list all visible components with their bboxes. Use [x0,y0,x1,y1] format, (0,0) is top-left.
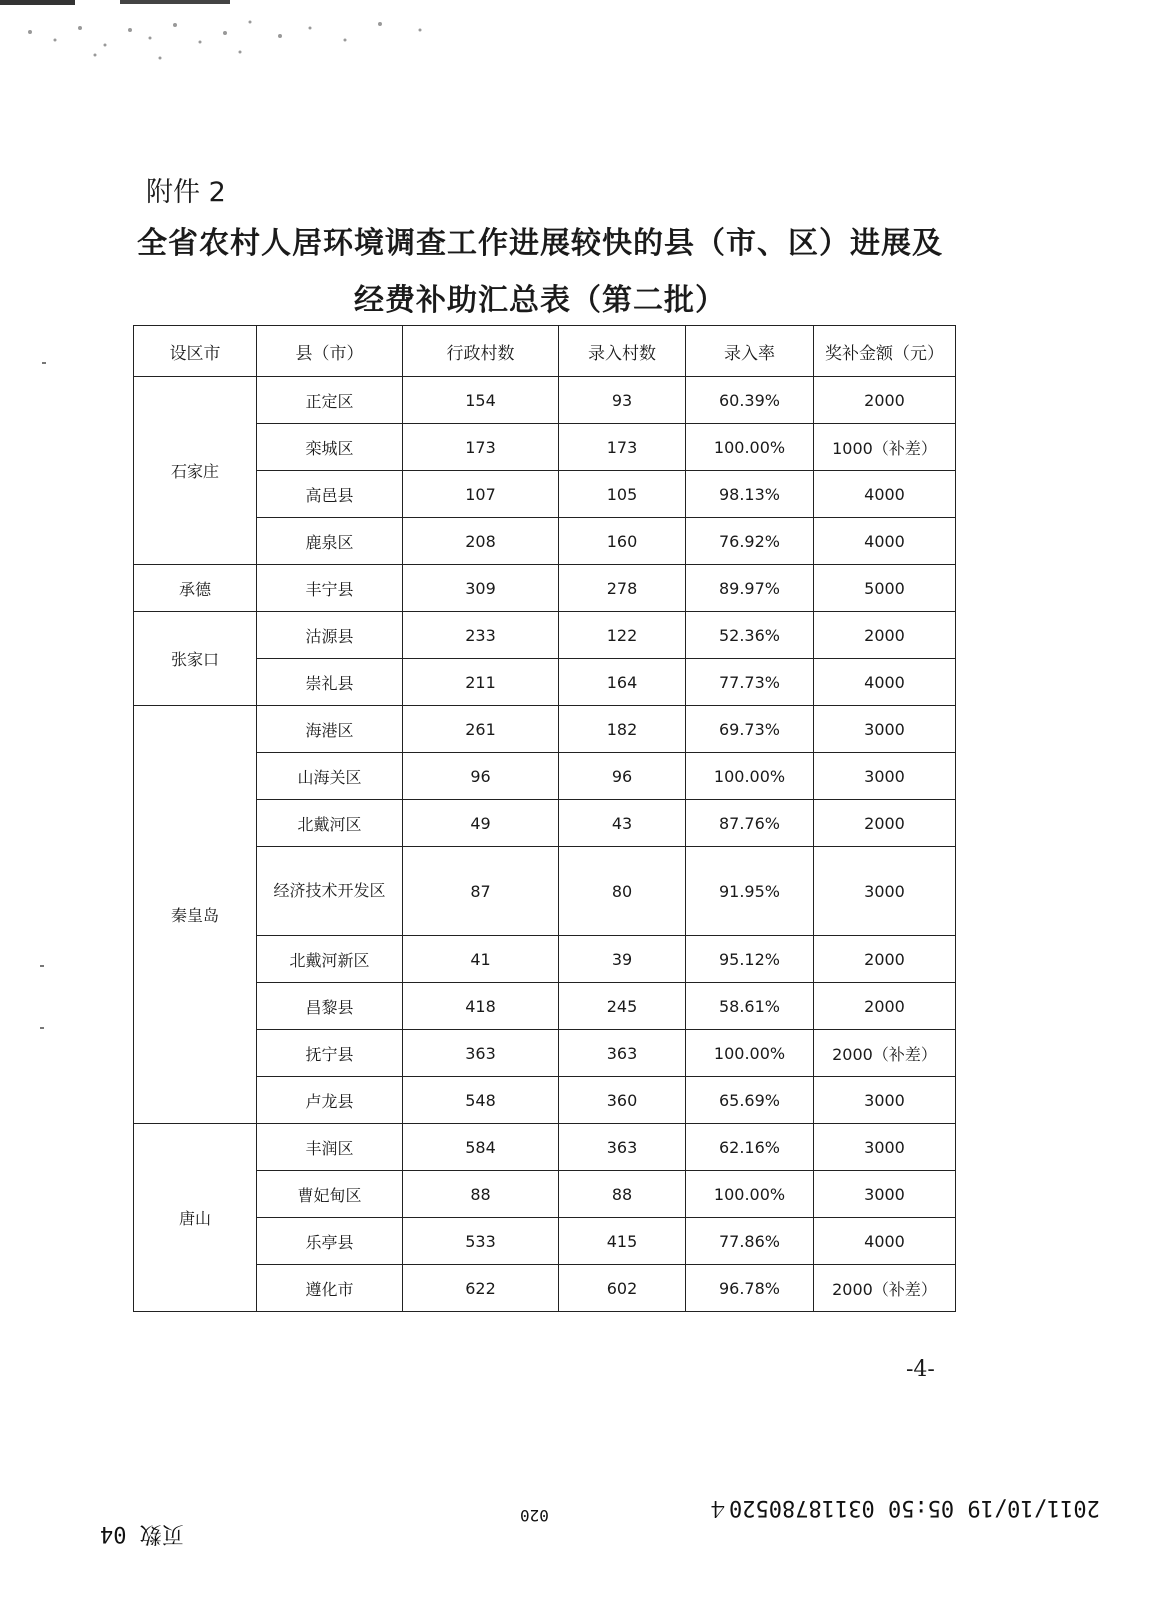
table-row [134,1218,956,1265]
county-cell: 北戴河区 [257,800,403,847]
city-cell: 唐山 [134,1124,257,1312]
table-row [134,659,956,706]
entry-rate-cell: 95.12% [686,936,814,983]
entry-rate-cell: 96.78% [686,1265,814,1312]
subsidy-cell: 2000 [814,377,956,424]
county-cell: 乐亭县 [257,1218,403,1265]
scan-noise-top [0,0,460,70]
attachment-label: 附件 2 [146,177,226,208]
city-cell: 石家庄 [134,377,257,565]
village-count-cell: 363 [403,1030,559,1077]
subsidy-cell: 2000 [814,936,956,983]
village-count-cell: 533 [403,1218,559,1265]
county-cell: 卢龙县 [257,1077,403,1124]
summary-table [133,325,956,1312]
village-count-cell: 548 [403,1077,559,1124]
entry-rate-cell: 100.00% [686,1171,814,1218]
entry-rate-cell: 76.92% [686,518,814,565]
village-count-cell: 88 [403,1171,559,1218]
county-cell: 海港区 [257,706,403,753]
county-cell: 高邑县 [257,471,403,518]
fax-header-page: 页数 04 [100,1521,184,1546]
county-cell: 昌黎县 [257,983,403,1030]
entry-rate-cell: 58.61% [686,983,814,1030]
entry-rate-cell: 77.86% [686,1218,814,1265]
document-title-line-2: 经费补助汇总表（第二批） [354,283,726,318]
village-count-cell: 261 [403,706,559,753]
entered-count-cell: 363 [559,1124,686,1171]
village-count-cell: 41 [403,936,559,983]
header-row [134,326,956,377]
table-row [134,800,956,847]
entry-rate-cell: 100.00% [686,753,814,800]
entered-count-cell: 80 [559,847,686,936]
column-header: 县（市） [257,326,403,377]
county-cell: 北戴河新区 [257,936,403,983]
city-cell: 张家口 [134,612,257,706]
village-count-cell: 584 [403,1124,559,1171]
column-header: 设区市 [134,326,257,377]
village-count-cell: 49 [403,800,559,847]
village-count-cell: 418 [403,983,559,1030]
subsidy-cell: 3000 [814,1077,956,1124]
entered-count-cell: 602 [559,1265,686,1312]
entered-count-cell: 360 [559,1077,686,1124]
village-count-cell: 208 [403,518,559,565]
county-cell: 经济技术开发区 [257,847,403,936]
scan-mark [42,362,46,364]
table-row [134,706,956,753]
entered-count-cell: 105 [559,471,686,518]
city-cell: 秦皇岛 [134,706,257,1124]
county-cell: 山海关区 [257,753,403,800]
village-count-cell: 173 [403,424,559,471]
document-title-line-1: 全省农村人居环境调查工作进展较快的县（市、区）进展及 [137,226,943,261]
county-cell: 沽源县 [257,612,403,659]
entry-rate-cell: 100.00% [686,424,814,471]
subsidy-cell: 4000 [814,471,956,518]
entry-rate-cell: 62.16% [686,1124,814,1171]
entered-count-cell: 173 [559,424,686,471]
county-cell: 丰润区 [257,1124,403,1171]
subsidy-cell: 3000 [814,706,956,753]
column-header: 录入村数 [559,326,686,377]
village-count-cell: 622 [403,1265,559,1312]
county-cell: 栾城区 [257,424,403,471]
table-row [134,424,956,471]
entered-count-cell: 182 [559,706,686,753]
entry-rate-cell: 60.39% [686,377,814,424]
subsidy-cell: 2000（补差） [814,1265,956,1312]
entered-count-cell: 39 [559,936,686,983]
county-cell: 抚宁县 [257,1030,403,1077]
entered-count-cell: 88 [559,1171,686,1218]
table-header [134,326,956,377]
county-cell: 曹妃甸区 [257,1171,403,1218]
subsidy-cell: 4000 [814,1218,956,1265]
column-header: 奖补金额（元） [814,326,956,377]
page-number: -4- [906,1357,935,1382]
table-row [134,377,956,424]
scan-mark [40,965,44,967]
table-row [134,612,956,659]
column-header: 录入率 [686,326,814,377]
subsidy-cell: 2000 [814,983,956,1030]
entry-rate-cell: 91.95% [686,847,814,936]
subsidy-cell: 3000 [814,1124,956,1171]
table-row [134,1124,956,1171]
scan-mark [40,1027,44,1029]
table-row [134,983,956,1030]
entered-count-cell: 278 [559,565,686,612]
table-row [134,518,956,565]
subsidy-cell: 5000 [814,565,956,612]
table-row [134,847,956,936]
entry-rate-cell: 89.97% [686,565,814,612]
entry-rate-cell: 87.76% [686,800,814,847]
village-count-cell: 154 [403,377,559,424]
table-row [134,1077,956,1124]
county-cell: 遵化市 [257,1265,403,1312]
fax-header-code: 020 [520,1506,549,1525]
entry-rate-cell: 69.73% [686,706,814,753]
entered-count-cell: 96 [559,753,686,800]
entered-count-cell: 164 [559,659,686,706]
village-count-cell: 233 [403,612,559,659]
column-header: 行政村数 [403,326,559,377]
entry-rate-cell: 77.73% [686,659,814,706]
entered-count-cell: 122 [559,612,686,659]
entered-count-cell: 93 [559,377,686,424]
table-row [134,753,956,800]
subsidy-cell: 4000 [814,518,956,565]
entry-rate-cell: 65.69% [686,1077,814,1124]
entry-rate-cell: 100.00% [686,1030,814,1077]
table-row [134,471,956,518]
entered-count-cell: 363 [559,1030,686,1077]
subsidy-cell: 3000 [814,847,956,936]
entered-count-cell: 160 [559,518,686,565]
subsidy-cell: 2000（补差） [814,1030,956,1077]
entered-count-cell: 415 [559,1218,686,1265]
subsidy-cell: 3000 [814,753,956,800]
entered-count-cell: 43 [559,800,686,847]
subsidy-cell: 4000 [814,659,956,706]
subsidy-cell: 2000 [814,612,956,659]
subsidy-cell: 1000（补差） [814,424,956,471]
county-cell: 崇礼县 [257,659,403,706]
table-row [134,1171,956,1218]
table-row [134,1265,956,1312]
table-row [134,1030,956,1077]
village-count-cell: 96 [403,753,559,800]
subsidy-cell: 2000 [814,800,956,847]
village-count-cell: 211 [403,659,559,706]
county-cell: 丰宁县 [257,565,403,612]
county-cell: 正定区 [257,377,403,424]
city-cell: 承德 [134,565,257,612]
table-row [134,565,956,612]
village-count-cell: 87 [403,847,559,936]
table-body [134,377,956,1312]
county-cell: 鹿泉区 [257,518,403,565]
fax-header-datetime: 2011/10/19 05:50 03118780520４ [707,1495,1100,1520]
village-count-cell: 309 [403,565,559,612]
entered-count-cell: 245 [559,983,686,1030]
entry-rate-cell: 52.36% [686,612,814,659]
table-row [134,936,956,983]
village-count-cell: 107 [403,471,559,518]
entry-rate-cell: 98.13% [686,471,814,518]
subsidy-cell: 3000 [814,1171,956,1218]
